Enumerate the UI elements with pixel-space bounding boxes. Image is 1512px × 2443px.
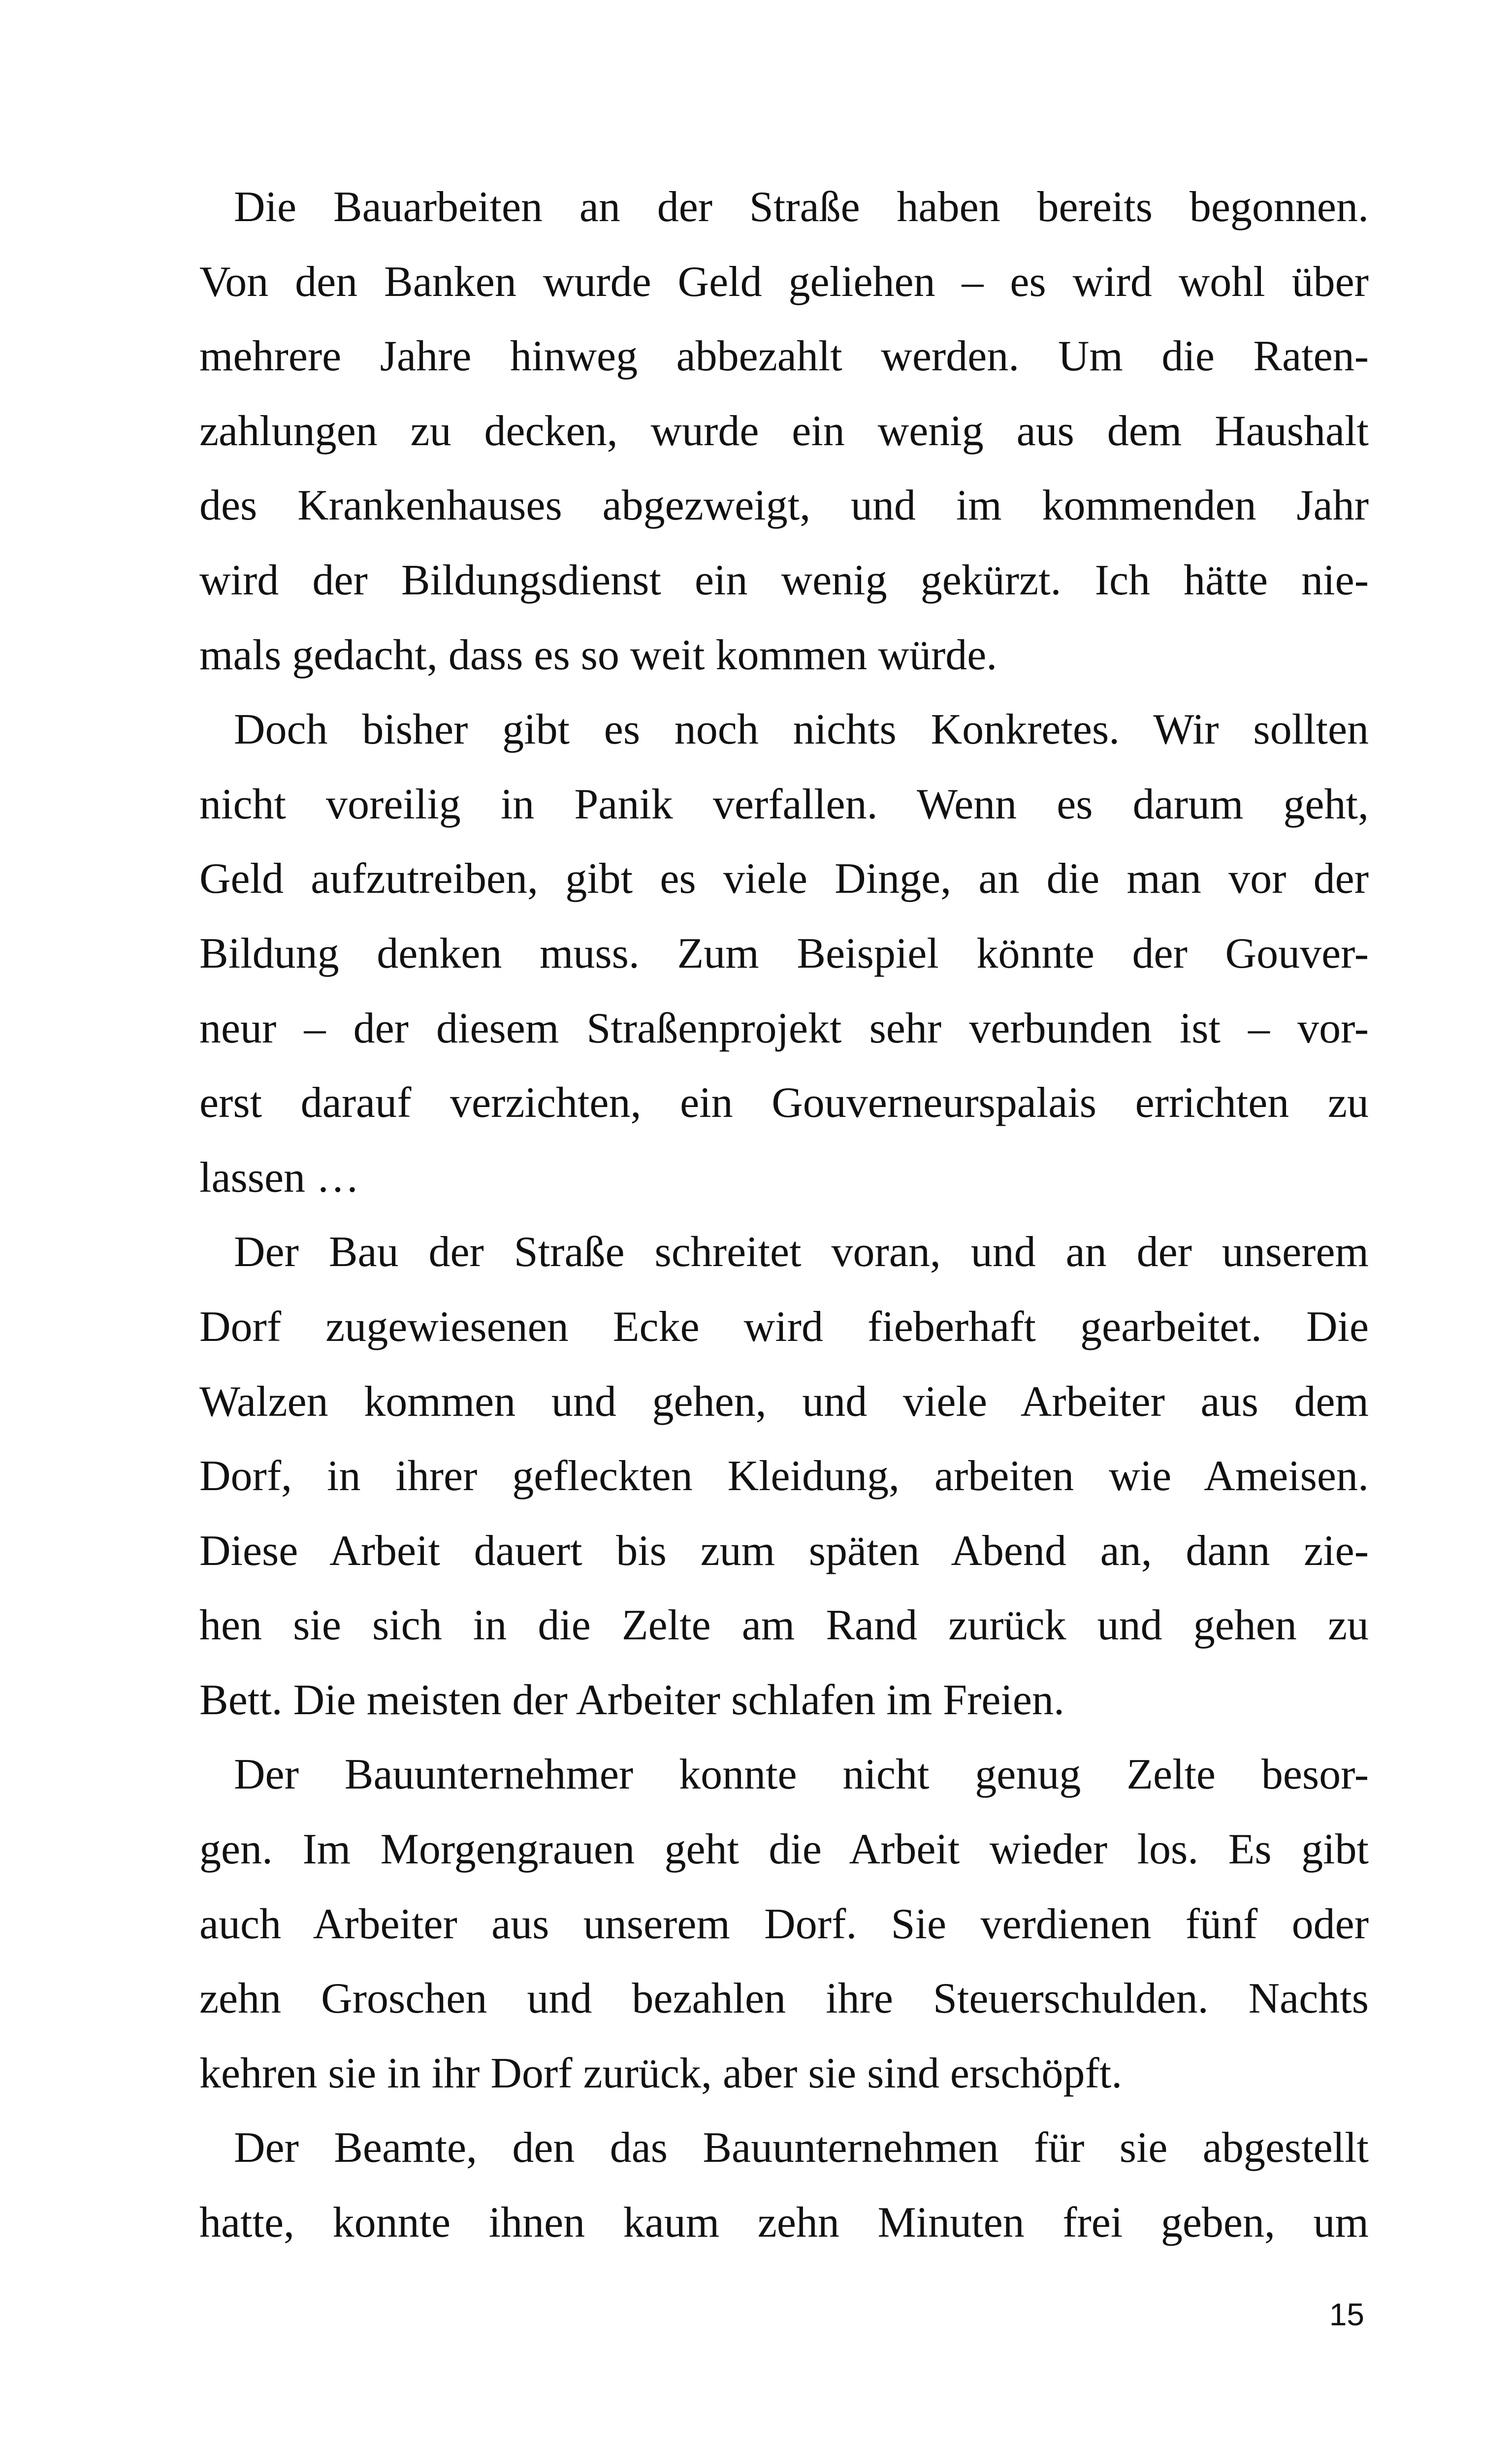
body-text — [199, 170, 1369, 2260]
paragraph — [199, 1215, 1369, 1737]
text-line: Diese Arbeit dauert bis zum späten Abend an, dann zie- — [199, 1527, 1369, 1575]
text-line: Der Beamte, den das Bauunternehmen für sie abgestellt — [234, 2124, 1369, 2172]
text-line: Der Bau der Straße schreitet voran, und an der unserem — [234, 1228, 1369, 1276]
text-line: gen. Im Morgengrauen geht die Arbeit wieder los. Es gibt — [199, 1825, 1369, 1874]
text-line: kehren sie in ihr Dorf zurück, aber sie sind erschöpft. — [199, 2049, 1123, 2097]
text-line: des Krankenhauses abgezweigt, und im kommenden Jahr — [199, 482, 1369, 530]
text-line: erst darauf verzichten, ein Gouverneurspalais errichten zu — [199, 1079, 1369, 1127]
text-line: hen sie sich in die Zelte am Rand zurück und gehen zu — [199, 1601, 1369, 1650]
paragraph — [199, 170, 1369, 692]
text-line: Bett. Die meisten der Arbeiter schlafen im Freien. — [199, 1676, 1064, 1724]
text-line: Bildung denken muss. Zum Beispiel könnte der Gouver- — [199, 929, 1369, 977]
text-line: Doch bisher gibt es noch nichts Konkretes. Wir sollten — [234, 706, 1369, 754]
text-line: Geld aufzutreiben, gibt es viele Dinge, an die man vor der — [199, 855, 1369, 903]
text-line: zehn Groschen und bezahlen ihre Steuerschulden. Nachts — [199, 1975, 1369, 2023]
text-line: neur – der diesem Straßenprojekt sehr verbunden ist – vor- — [199, 1004, 1369, 1052]
text-line: Dorf, in ihrer gefleckten Kleidung, arbeiten wie Ameisen. — [199, 1452, 1369, 1500]
paragraph — [199, 2111, 1369, 2260]
text-line: mals gedacht, dass es so weit kommen würde. — [199, 631, 997, 679]
text-line: Dorf zugewiesenen Ecke wird fieberhaft gearbeitet. Die — [199, 1303, 1369, 1351]
text-line: zahlungen zu decken, wurde ein wenig aus dem Haushalt — [199, 407, 1369, 455]
text-line: wird der Bildungsdienst ein wenig gekürzt. Ich hätte nie- — [199, 556, 1369, 604]
text-line: Die Bauarbeiten an der Straße haben bereits begonnen. — [234, 183, 1369, 231]
text-line: Von den Banken wurde Geld geliehen – es wird wohl über — [199, 258, 1369, 306]
text-line: Der Bauunternehmer konnte nicht genug Zelte besor- — [234, 1751, 1369, 1799]
text-line: Walzen kommen und gehen, und viele Arbeiter aus dem — [199, 1377, 1369, 1426]
text-line: nicht voreilig in Panik verfallen. Wenn es darum geht, — [199, 780, 1369, 828]
paragraph — [199, 1737, 1369, 2111]
text-line: hatte, konnte ihnen kaum zehn Minuten frei geben, um — [199, 2199, 1369, 2247]
text-line: lassen … — [199, 1153, 360, 1202]
text-line: auch Arbeiter aus unserem Dorf. Sie verdienen fünf oder — [199, 1900, 1369, 1948]
paragraph — [199, 692, 1369, 1215]
page-number: 15 — [1329, 2297, 1364, 2332]
text-line: mehrere Jahre hinweg abbezahlt werden. Um die Raten- — [199, 332, 1369, 381]
